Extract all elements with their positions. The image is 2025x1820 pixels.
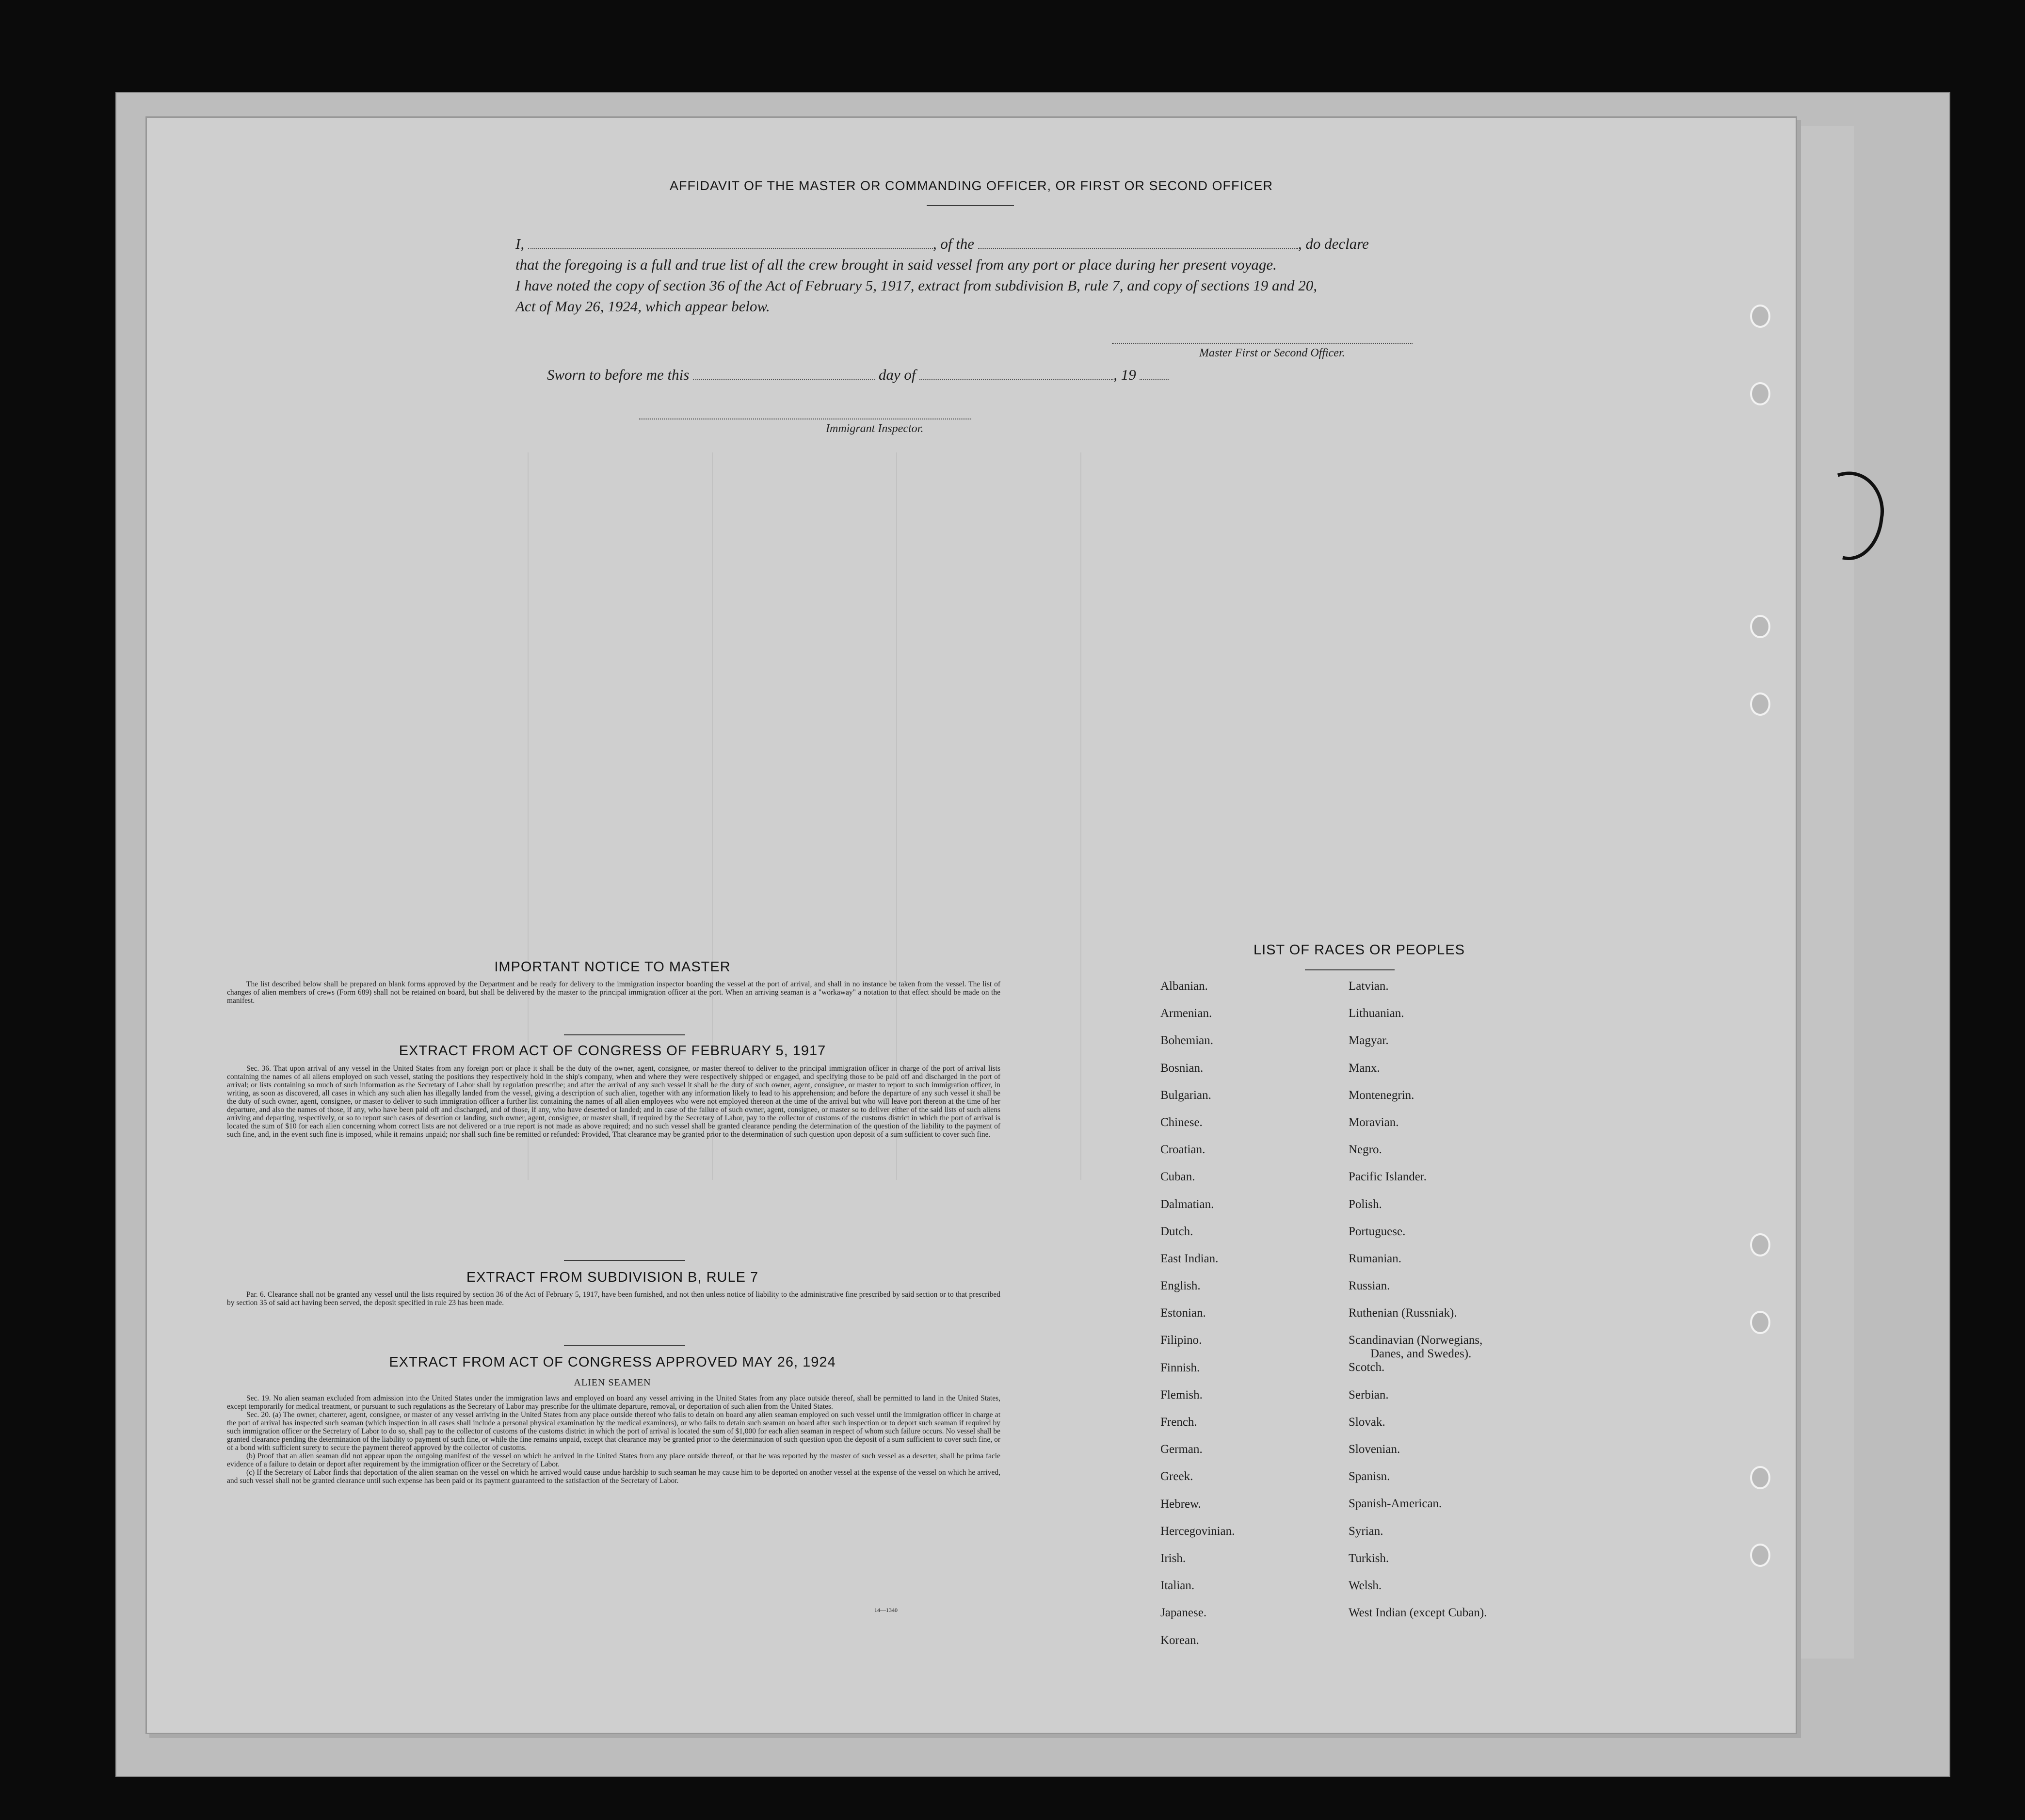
day-blank xyxy=(693,370,875,380)
notice-paragraph: The list described below shall be prepared on blank forms approved by the Department and be ready for delivery to the immigration inspector boarding the vessel at the port of arrival, and shall in no instance be taken from the vessel. The list of changes of alien members of crews (Form 689) shall not be retained on board, but shall be delivered by the master to the principal immigration officer at the port. When an arriving seaman is a "workaway" a notation to that effect should be made on the manifest. xyxy=(227,980,1000,1005)
race-item: Italian. xyxy=(1160,1579,1195,1593)
sworn-day: day of xyxy=(878,366,916,383)
sworn-year: , 19 xyxy=(1113,366,1136,383)
bleed-through-line xyxy=(1080,452,1081,1180)
affidavit-line-3: I have noted the copy of section 36 of the Act of February 5, 1917, extract from subdivision B, rule 7, and copy of sections 19 and 20, xyxy=(515,277,1318,294)
punch-hole-icon xyxy=(1750,615,1770,638)
extract-1917-title: EXTRACT FROM ACT OF CONGRESS OF FEBRUARY 5, 1917 xyxy=(399,1043,826,1059)
race-item: Portuguese. xyxy=(1349,1224,1406,1238)
inspector-label: Immigrant Inspector. xyxy=(826,422,924,435)
master-signature-line xyxy=(1112,343,1413,344)
sec-20b-paragraph: (b) Proof that an alien seaman did not appear upon the outgoing manifest of the vessel on which he arrived in the United States from any place outside thereof, or that he was reported by the master of such vessel as a deserter, shall be prima facie evidence of a failure to detain or deport after requirement by the immigration officer or the Secretary of Labor. xyxy=(227,1452,1000,1468)
race-item: Hercegovinian. xyxy=(1160,1524,1235,1538)
name-blank xyxy=(528,239,933,249)
race-item: Dalmatian. xyxy=(1160,1197,1214,1211)
race-item: Greek. xyxy=(1160,1470,1193,1483)
notice-title: IMPORTANT NOTICE TO MASTER xyxy=(494,959,731,975)
affidavit-declare: , do declare xyxy=(1298,235,1369,252)
race-item: Irish. xyxy=(1160,1551,1186,1565)
race-item: Albanian. xyxy=(1160,980,1208,993)
race-item: Danes, and Swedes). xyxy=(1370,1347,1472,1361)
sec-19-paragraph: Sec. 19. No alien seaman excluded from admission into the United States under the immigration laws and employed on board any vessel arriving in the United States from any place outside thereof, shall be permitted to land in the United States, except temporarily for medical treatment, or pursuant to such regulations as the Secretary of Labor may prescribe for the ultimate departure, removal, or deportation of such alien from the United States. xyxy=(227,1394,1000,1411)
extract-1917-body xyxy=(227,1064,1000,1139)
punch-hole-icon xyxy=(1750,305,1770,328)
alien-seamen-subtitle: ALIEN SEAMEN xyxy=(574,1377,651,1388)
subdivision-b-body xyxy=(227,1290,1000,1307)
affidavit-of: , of the xyxy=(932,235,975,252)
affidavit-line-2: that the foregoing is a full and true list of all the crew brought in said vessel from any port or place during her present voyage. xyxy=(515,256,1277,273)
race-item: Japanese. xyxy=(1160,1606,1207,1620)
race-item: Bohemian. xyxy=(1160,1034,1214,1047)
race-item: Finnish. xyxy=(1160,1361,1200,1374)
year-blank xyxy=(1140,370,1169,380)
sec-20c-paragraph: (c) If the Secretary of Labor finds that deportation of the alien seaman on the vessel on which he arrived would cause undue hardship to such seaman he may cause him to be deported on another vessel at the expense of the vessel on which he arrived, and such vessel shall not be granted clearance until such expense has been paid or its payment guaranteed to the satisfaction of the Secretary of Labor. xyxy=(227,1468,1000,1485)
race-item: Spanish-American. xyxy=(1349,1497,1442,1511)
punch-hole-icon xyxy=(1750,1466,1770,1489)
race-item: Spanisn. xyxy=(1349,1470,1390,1483)
section-rule xyxy=(564,1260,685,1261)
extract-1924-body xyxy=(227,1394,1000,1485)
race-item: French. xyxy=(1160,1416,1197,1429)
subdivision-b-title: EXTRACT FROM SUBDIVISION B, RULE 7 xyxy=(466,1270,759,1285)
race-item: Chinese. xyxy=(1160,1115,1203,1129)
races-column-1 xyxy=(1160,980,1335,1661)
month-blank xyxy=(919,370,1113,380)
race-item: English. xyxy=(1160,1279,1201,1293)
race-item: Slovenian. xyxy=(1349,1443,1400,1456)
race-item: Cuban. xyxy=(1160,1170,1195,1184)
race-item: Bulgarian. xyxy=(1160,1088,1211,1102)
sworn-prefix: Sworn to before me this xyxy=(547,366,690,383)
punch-hole-icon xyxy=(1750,1544,1770,1567)
race-item: Syrian. xyxy=(1349,1524,1383,1538)
races-column-2 xyxy=(1349,980,1601,1633)
race-item: Armenian. xyxy=(1160,1007,1212,1020)
race-item: Magyar. xyxy=(1349,1034,1389,1047)
master-label: Master First or Second Officer. xyxy=(1199,347,1345,359)
race-item: Montenegrin. xyxy=(1349,1088,1414,1102)
race-item: Polish. xyxy=(1349,1197,1382,1211)
race-item: Scandinavian (Norwegians, xyxy=(1349,1334,1483,1347)
race-item: Lithuanian. xyxy=(1349,1007,1404,1020)
section-rule xyxy=(564,1345,685,1346)
punch-hole-icon xyxy=(1750,1311,1770,1334)
punch-hole-icon xyxy=(1750,1233,1770,1256)
race-item: Pacific Islander. xyxy=(1349,1170,1427,1184)
race-item: East Indian. xyxy=(1160,1252,1219,1265)
races-title: LIST OF RACES OR PEOPLES xyxy=(1253,942,1465,958)
affidavit-line-4: Act of May 26, 1924, which appear below. xyxy=(515,298,770,315)
race-item: Turkish. xyxy=(1349,1551,1389,1565)
race-item: Estonian. xyxy=(1160,1306,1206,1320)
race-item: Flemish. xyxy=(1160,1388,1203,1401)
race-item: West Indian (except Cuban). xyxy=(1349,1606,1487,1620)
extract-1924-title: EXTRACT FROM ACT OF CONGRESS APPROVED MAY 26, 1924 xyxy=(389,1354,836,1370)
race-item: Rumanian. xyxy=(1349,1252,1402,1265)
vessel-blank xyxy=(978,239,1298,249)
race-item: Serbian. xyxy=(1349,1388,1389,1401)
race-item: Korean. xyxy=(1160,1633,1199,1647)
race-item: Slovak. xyxy=(1349,1415,1385,1429)
affidavit-i: I, xyxy=(515,235,525,252)
par-6-paragraph: Par. 6. Clearance shall not be granted any vessel until the lists required by section 36 of the Act of February 5, 1917, have been furnished, and not then unless notice of liability to the administrative fine prescribed by said section or to that prescribed by section 35 of said act having been served, the deposit specified in rule 23 has been made. xyxy=(227,1290,1000,1307)
punch-hole-icon xyxy=(1750,693,1770,716)
race-item: Bosnian. xyxy=(1160,1061,1204,1075)
race-item: Russian. xyxy=(1349,1279,1390,1293)
affidavit-title: AFFIDAVIT OF THE MASTER OR COMMANDING OFFICER, OR FIRST OR SECOND OFFICER xyxy=(669,178,1273,193)
sworn-line xyxy=(547,366,1169,384)
pen-mark-icon xyxy=(1833,466,1886,567)
notice-body xyxy=(227,980,1000,1005)
affidavit-line-1 xyxy=(515,235,1582,253)
race-item: Scotch. xyxy=(1349,1361,1385,1374)
race-item: Latvian. xyxy=(1349,980,1389,993)
form-number: 14—1340 xyxy=(874,1607,898,1613)
races-title-rule xyxy=(1305,969,1395,970)
section-rule xyxy=(564,1034,685,1035)
race-item: Ruthenian (Russniak). xyxy=(1349,1306,1457,1320)
race-item: Hebrew. xyxy=(1160,1497,1201,1511)
race-item: Moravian. xyxy=(1349,1115,1399,1129)
race-item: Welsh. xyxy=(1349,1578,1382,1592)
title-rule xyxy=(927,205,1014,206)
manifest-page xyxy=(145,116,1797,1734)
race-item: Manx. xyxy=(1349,1061,1380,1075)
race-item: Negro. xyxy=(1349,1143,1382,1157)
section-36-paragraph: Sec. 36. That upon arrival of any vessel in the United States from any foreign port or place it shall be the duty of the owner, agent, consignee, or master thereof to deliver to the principal immigration officer in charge of the port of arrival lists containing the names of all aliens employed on such vessel, stating the positions they respectively hold in the ship's company, when and where they were respectively shipped or engaged, and specifying those to be paid off and discharged in the port of arrival; or lists containing so much of such information as the Secretary of Labor shall by regulation prescribe; and after the arrival of any such vessel it shall be the duty of such owner, agent, consignee, or master to report to such immigration officer, in writing, as soon as discovered, all cases in which any such alien has illegally landed from the vessel, giving a description of such alien, together with any information likely to lead to his apprehension; and before the departure of any such vessel it shall be the duty of such owner, agent, consignee, or master to deliver to such immigration officer a further list containing the names of all alien employees who were not employed thereon at the time of the arrival but who will leave port thereon at the time of her departure, and also the names of those, if any, who have been paid off and discharged, and of those, if any, who have deserted or landed; and in case of the failure of such owner, agent, consignee, or master so to deliver either of the said lists of such aliens arriving and departing, respectively, or so to report such cases of desertion or landing, such owner, agent, consignee, or master shall, if required by the Secretary of Labor, pay to the collector of customs of the customs district in which the port of arrival is located the sum of $10 for each alien concerning whom correct lists are not delivered or a true report is not made as above required; and no such vessel shall be granted clearance pending the determination of the question of the liability to the payment of such fine, and, in the event such fine is imposed, while it remains unpaid; nor shall such fine be remitted or refunded: Provided, That clearance may be granted prior to the determination of such question upon deposit of a sum sufficient to cover such fine. xyxy=(227,1064,1000,1139)
race-item: German. xyxy=(1160,1443,1203,1456)
race-item: Dutch. xyxy=(1160,1224,1193,1238)
race-item: Filipino. xyxy=(1160,1334,1202,1347)
sec-20a-paragraph: Sec. 20. (a) The owner, charterer, agent, consignee, or master of any vessel arriving in the United States from any place outside thereof who fails to detain on board any alien seaman employed on such vessel until the immigration officer in charge at the port of arrival has inspected such seaman (which inspection in all cases shall include a personal physical examination by the medical examiners), or who fails to detain such seaman on board after such inspection or to deport such seaman if required by such immigration officer or the Secretary of Labor to do so, shall pay to the collector of customs of the customs district in which the port of arrival is located the sum of $1,000 for each alien seaman in respect of whom such failure occurs. No vessel shall be granted clearance pending the determination of the liability to payment of such fine, or while the fine remains unpaid, except that clearance may be granted prior to the determination of such question upon the deposit of a sum sufficient to cover such fine, or of a bond with sufficient surety to secure the payment thereof approved by the collector of customs. xyxy=(227,1411,1000,1452)
punch-hole-icon xyxy=(1750,382,1770,405)
race-item: Croatian. xyxy=(1160,1143,1205,1157)
